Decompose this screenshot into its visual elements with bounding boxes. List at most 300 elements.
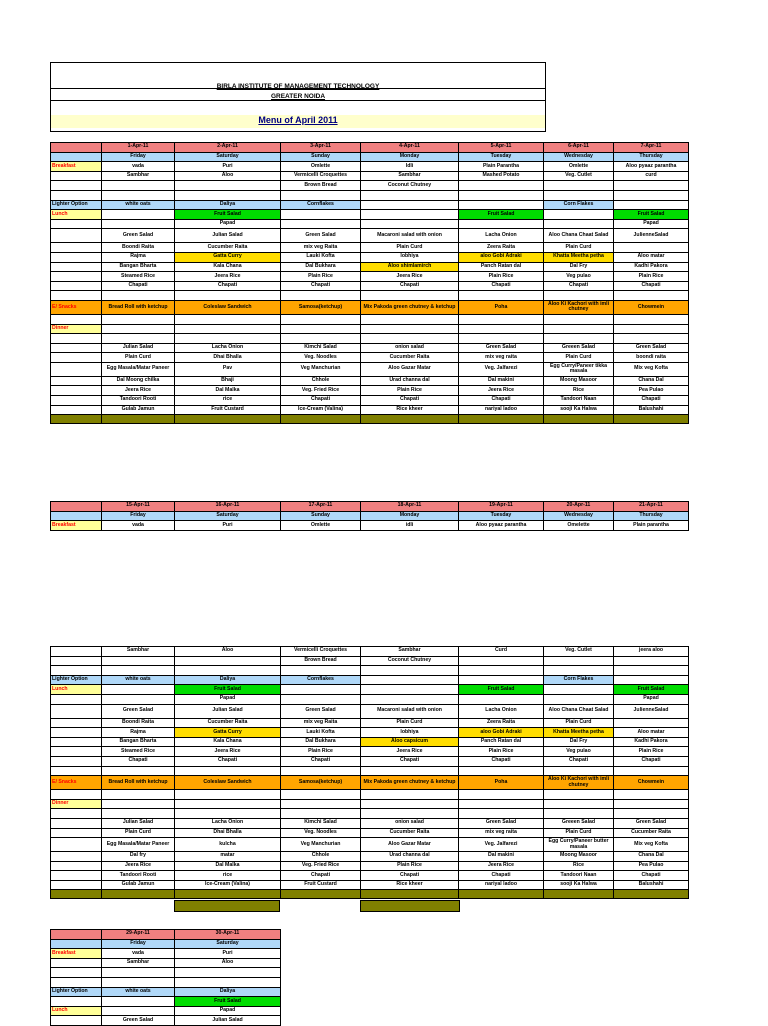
menu-cell: Corn Flakes [544,200,614,210]
menu-cell: Tandoori Naan [544,396,614,406]
menu-cell: Fruit Custard [281,880,361,890]
menu-cell [544,666,614,676]
menu-cell: Papad [614,219,689,229]
lunch-row [51,229,689,243]
meal-label [51,880,102,890]
menu-cell [102,656,175,666]
menu-cell [544,181,614,191]
menu-cell: Boondi Raita [102,243,175,253]
spacer-row [51,766,689,776]
menu-cell: Plain parantha [614,521,689,531]
menu-cell [361,324,459,334]
menu-cell: Chapati [614,281,689,291]
menu-cell [361,190,459,200]
menu-cell [281,190,361,200]
meal-label [51,252,102,262]
menu-cell [175,666,281,676]
meal-label [51,143,102,153]
meal-label [51,415,102,424]
meal-label [51,852,102,862]
menu-cell: Jeera Rice [175,272,281,282]
menu-cell: Gatta Curry [175,728,281,738]
menu-cell: Dal Malka [175,861,281,871]
lunch-row [51,756,689,766]
menu-cell [614,799,689,809]
meal-label [51,704,102,718]
menu-cell: Jeera Rice [102,386,175,396]
meal-label [51,243,102,253]
menu-cell: Aloo Ki Kachori with imli chutney [544,300,614,314]
meal-label [51,968,102,978]
lunch-row [51,219,689,229]
menu-cell: Chapati [614,871,689,881]
menu-cell: Chhole [281,376,361,386]
menu-cell: Veg. Fried Rice [281,861,361,871]
menu-cell: Plain Rice [361,861,459,871]
meal-label [51,291,102,301]
menu-cell [361,790,459,800]
dinner-row [51,353,689,363]
menu-cell: Panch Ratan dal [459,262,544,272]
menu-cell: Dhai Bhalla [175,353,281,363]
menu-cell [102,977,175,987]
menu-cell: Jeera Rice [361,747,459,757]
dinner-row [51,818,689,828]
meal-label [51,502,102,512]
menu-cell: Fruit Salad [614,210,689,220]
menu-cell [544,809,614,819]
menu-cell: Plain Rice [614,747,689,757]
menu-cell [459,314,544,324]
menu-cell: Green Salad [281,229,361,243]
menu-cell: Chapati [361,871,459,881]
menu-cell: Mix veg Kofta [614,362,689,376]
menu-cell: Sambhar [102,647,175,657]
breakfast-row [51,162,689,172]
lunch-row [51,694,689,704]
menu-cell [544,291,614,301]
menu-header [50,62,546,132]
menu-cell: Chana Dal [614,852,689,862]
meal-label [51,728,102,738]
menu-cell [614,675,689,685]
meal-label [51,828,102,838]
meal-label [51,861,102,871]
meal-label [51,718,102,728]
menu-cell [544,190,614,200]
menu-cell [361,314,459,324]
menu-cell: Jeera Rice [459,861,544,871]
lunch-row [51,243,689,253]
menu-cell: Macaroni salad with onion [361,229,459,243]
menu-cell: Samosa(ketchup) [281,776,361,790]
menu-cell: nariyal ladoo [459,405,544,415]
menu-cell: mix veg raita [459,828,544,838]
meal-label [51,181,102,191]
menu-cell: Omelette [544,521,614,531]
meal-label [51,152,102,162]
menu-cell: Plain Rice [361,386,459,396]
menu-cell: Aloo [175,171,281,181]
menu-cell [361,675,459,685]
menu-cell: Chowmein [614,300,689,314]
menu-cell: Coleslaw Sandwich [175,776,281,790]
menu-cell: Aloo [175,647,281,657]
menu-cell [544,415,614,424]
menu-cell: 16-Apr-11 [175,502,281,512]
menu-cell: Saturday [175,152,281,162]
menu-cell: matar [175,852,281,862]
menu-cell: Lacha Onion [175,343,281,353]
menu-cell: Aloo Chana Chaat Salad [544,704,614,718]
menu-cell [281,799,361,809]
menu-cell: sooji Ka Halwa [544,405,614,415]
day-row [51,939,281,949]
lunch-row [51,262,689,272]
menu-cell: Julian Salad [175,704,281,718]
spacer-row [51,190,689,200]
olive-bar-2 [360,900,460,912]
menu-cell: Fruit Salad [459,210,544,220]
menu-cell: Gulab Jamun [102,880,175,890]
menu-cell [102,1006,175,1016]
menu-cell: Aloo matar [614,728,689,738]
meal-label [51,376,102,386]
dinner-row [51,871,689,881]
dinner-row [51,852,689,862]
menu-cell [102,799,175,809]
menu-cell: Greeen Salad [544,818,614,828]
menu-cell: Omlette [544,162,614,172]
menu-cell: Sunday [281,152,361,162]
spacer-row [51,977,281,987]
menu-title: Menu of April 2011 [51,115,545,128]
menu-cell [281,790,361,800]
menu-cell: Monday [361,152,459,162]
menu-cell: Lacha Onion [459,704,544,718]
menu-cell [544,694,614,704]
lunch-row [51,728,689,738]
menu-cell: Chapati [544,281,614,291]
meal-label [51,747,102,757]
menu-cell [102,291,175,301]
menu-cell: Tandoori Rooti [102,396,175,406]
menu-cell [175,890,281,899]
menu-cell [102,890,175,899]
spacer-row [51,666,689,676]
menu-cell [459,666,544,676]
menu-cell: Papad [175,219,281,229]
menu-cell [544,219,614,229]
date-row [51,143,689,153]
menu-cell: Ice-Cream (Valina) [281,405,361,415]
meal-label: Lighter Option [51,675,102,685]
day-row [51,152,689,162]
menu-cell [102,314,175,324]
menu-cell: Aloo capsicum [361,737,459,747]
menu-cell: Chapati [102,756,175,766]
menu-cell: mix veg Raita [281,718,361,728]
menu-cell: Veg. Fried Rice [281,386,361,396]
menu-cell: Chapati [281,281,361,291]
menu-cell: Cornflakes [281,200,361,210]
menu-cell: Mix Pakoda green chutney & ketchup [361,776,459,790]
menu-cell: Aloo shimlamirch [361,262,459,272]
menu-cell: 2-Apr-11 [175,143,281,153]
menu-cell: Daliya [175,987,281,997]
menu-cell [361,291,459,301]
menu-cell: Kala Chana [175,262,281,272]
meal-label: Breakfast [51,521,102,531]
menu-cell [281,666,361,676]
fruit-row [51,997,281,1007]
menu-cell: Fruit Salad [175,685,281,695]
menu-cell: Rice kheer [361,880,459,890]
menu-cell: Chhole [281,852,361,862]
menu-cell: Wednesday [544,152,614,162]
menu-cell: Bhaji [175,376,281,386]
breakfast-row [51,958,281,968]
menu-cell: Brown Bread [281,181,361,191]
menu-cell: aloo Gobi Adraki [459,252,544,262]
menu-cell [102,997,175,1007]
menu-cell [459,190,544,200]
meal-label [51,930,102,940]
menu-cell: Friday [102,511,175,521]
menu-cell [102,809,175,819]
menu-cell: mix veg Raita [281,243,361,253]
menu-cell: boondi raita [614,353,689,363]
lunch-row [51,747,689,757]
menu-cell [459,809,544,819]
menu-cell [544,799,614,809]
menu-cell: Lauki Kofta [281,252,361,262]
menu-cell: Bangan Bharta [102,737,175,747]
week1-menu-table [50,142,689,424]
menu-cell [459,766,544,776]
dinner-row [51,343,689,353]
menu-cell: 29-Apr-11 [102,930,175,940]
menu-cell: Balushahi [614,880,689,890]
menu-cell [361,666,459,676]
dinner-row [51,861,689,871]
breakfast-row [51,171,689,181]
menu-cell: Plain Rice [459,747,544,757]
meal-label [51,281,102,291]
menu-cell: Mix veg Kofta [614,838,689,852]
menu-cell: Green Salad [102,704,175,718]
menu-cell: Khatta Meetha petha [544,252,614,262]
menu-cell: Dal makini [459,852,544,862]
meal-label: Dinner [51,799,102,809]
menu-cell: Balushahi [614,405,689,415]
meal-label: Lunch [51,1006,102,1016]
menu-cell [544,790,614,800]
menu-cell: 17-Apr-11 [281,502,361,512]
institute-name: BIRLA INSTITUTE OF MANAGEMENT TECHNOLOGY [216,83,380,90]
olive-bar-1 [174,900,280,912]
menu-cell: Green Salad [102,1016,175,1026]
breakfast-row [51,968,281,978]
menu-cell: Chapati [175,281,281,291]
menu-cell: Sambhar [102,171,175,181]
menu-cell: Khatta Meetha petha [544,728,614,738]
meal-label [51,219,102,229]
menu-cell: Fruit Salad [459,685,544,695]
menu-cell: Curd [459,647,544,657]
menu-cell: Idli [361,162,459,172]
menu-cell: lobhiya [361,252,459,262]
meal-label: E/ Snacks [51,300,102,314]
menu-cell: Brown Bread [281,656,361,666]
menu-cell [361,694,459,704]
menu-cell: aloo Gobi Adraki [459,728,544,738]
snacks-row [51,300,689,314]
spacer-row [51,291,689,301]
spacer-row [51,809,689,819]
menu-cell: Veg pulao [544,272,614,282]
menu-cell: Jeera Rice [459,386,544,396]
menu-cell: nariyal ladoo [459,880,544,890]
menu-cell: 19-Apr-11 [459,502,544,512]
menu-cell: Sambhar [102,958,175,968]
menu-cell: Dal Bukhara [281,737,361,747]
menu-cell [361,799,459,809]
meal-label [51,362,102,376]
menu-cell: Plain Curd [544,353,614,363]
menu-cell: vada [102,949,175,959]
menu-cell: Urad channa dal [361,376,459,386]
menu-cell [281,334,361,344]
menu-cell [175,809,281,819]
menu-cell: Rajma [102,252,175,262]
menu-cell: Egg Masala/Matar Paneer [102,838,175,852]
menu-cell: Lacha Onion [459,229,544,243]
lighter-row [51,675,689,685]
menu-cell: Bread Roll with ketchup [102,776,175,790]
menu-cell [175,766,281,776]
dinner-row [51,405,689,415]
menu-cell [614,190,689,200]
dinner-row [51,362,689,376]
menu-cell [281,694,361,704]
menu-cell: Lacha Onion [175,818,281,828]
menu-cell [614,666,689,676]
snacks-row [51,776,689,790]
menu-cell: Aloo pyaaz parantha [459,521,544,531]
menu-cell [175,968,281,978]
menu-cell: Pea Pulao [614,386,689,396]
meal-label [51,756,102,766]
menu-cell [544,324,614,334]
menu-cell: Plain Curd [102,828,175,838]
menu-cell: Wednesday [544,511,614,521]
menu-cell [102,790,175,800]
menu-cell: Rice [544,861,614,871]
meal-label [51,939,102,949]
menu-cell: Chapati [102,281,175,291]
menu-cell: JulienneSalad [614,704,689,718]
meal-label [51,396,102,406]
meal-label [51,314,102,324]
menu-cell [281,219,361,229]
menu-cell: 18-Apr-11 [361,502,459,512]
menu-cell: vada [102,521,175,531]
meal-label [51,766,102,776]
menu-cell [614,243,689,253]
meal-label [51,958,102,968]
menu-cell [281,685,361,695]
menu-cell [102,334,175,344]
menu-cell: Plain Rice [459,272,544,282]
meal-label [51,890,102,899]
week3-breakfast-table [50,501,689,531]
menu-cell: white oats [102,987,175,997]
menu-cell: Coconut Chutney [361,181,459,191]
menu-cell: Vermicelli Croquettes [281,647,361,657]
meal-label [51,334,102,344]
menu-cell [281,415,361,424]
menu-cell: Fruit Custard [175,405,281,415]
menu-cell: Aloo [175,958,281,968]
breakfast-row [51,521,689,531]
menu-cell: Veg Manchurian [281,838,361,852]
menu-cell [102,685,175,695]
menu-cell [102,190,175,200]
menu-cell [281,210,361,220]
menu-cell [544,314,614,324]
menu-cell: Greeen Salad [544,343,614,353]
menu-cell [459,181,544,191]
menu-cell [175,181,281,191]
menu-cell: Saturday [175,511,281,521]
meal-label [51,838,102,852]
menu-cell: 21-Apr-11 [614,502,689,512]
dinner-row [51,828,689,838]
lighter-row [51,200,689,210]
menu-cell: Zeera Raita [459,243,544,253]
menu-cell: 5-Apr-11 [459,143,544,153]
menu-cell [459,656,544,666]
menu-cell: Gatta Curry [175,252,281,262]
menu-cell [614,324,689,334]
lunch-row [51,1006,281,1016]
lunch-row [51,252,689,262]
meal-label: Dinner [51,324,102,334]
menu-cell: Veg. Jalfarezi [459,362,544,376]
lunch-row [51,272,689,282]
menu-cell: Macaroni salad with onion [361,704,459,718]
olive-row [51,415,689,424]
menu-cell: Tandoori Rooti [102,871,175,881]
menu-cell: Sunday [281,511,361,521]
dinner-row [51,386,689,396]
menu-cell: 30-Apr-11 [175,930,281,940]
menu-cell: Coleslaw Sandwich [175,300,281,314]
menu-cell: Veg pulao [544,747,614,757]
menu-cell: Chowmein [614,776,689,790]
menu-cell [102,324,175,334]
menu-cell: Julian Salad [102,343,175,353]
dinner-label-row [51,799,689,809]
menu-cell: Monday [361,511,459,521]
menu-cell: Boondi Raita [102,718,175,728]
menu-cell: Cucumber Raita [614,828,689,838]
menu-cell [614,334,689,344]
menu-cell: Friday [102,152,175,162]
fruit-row [51,210,689,220]
menu-cell [544,685,614,695]
